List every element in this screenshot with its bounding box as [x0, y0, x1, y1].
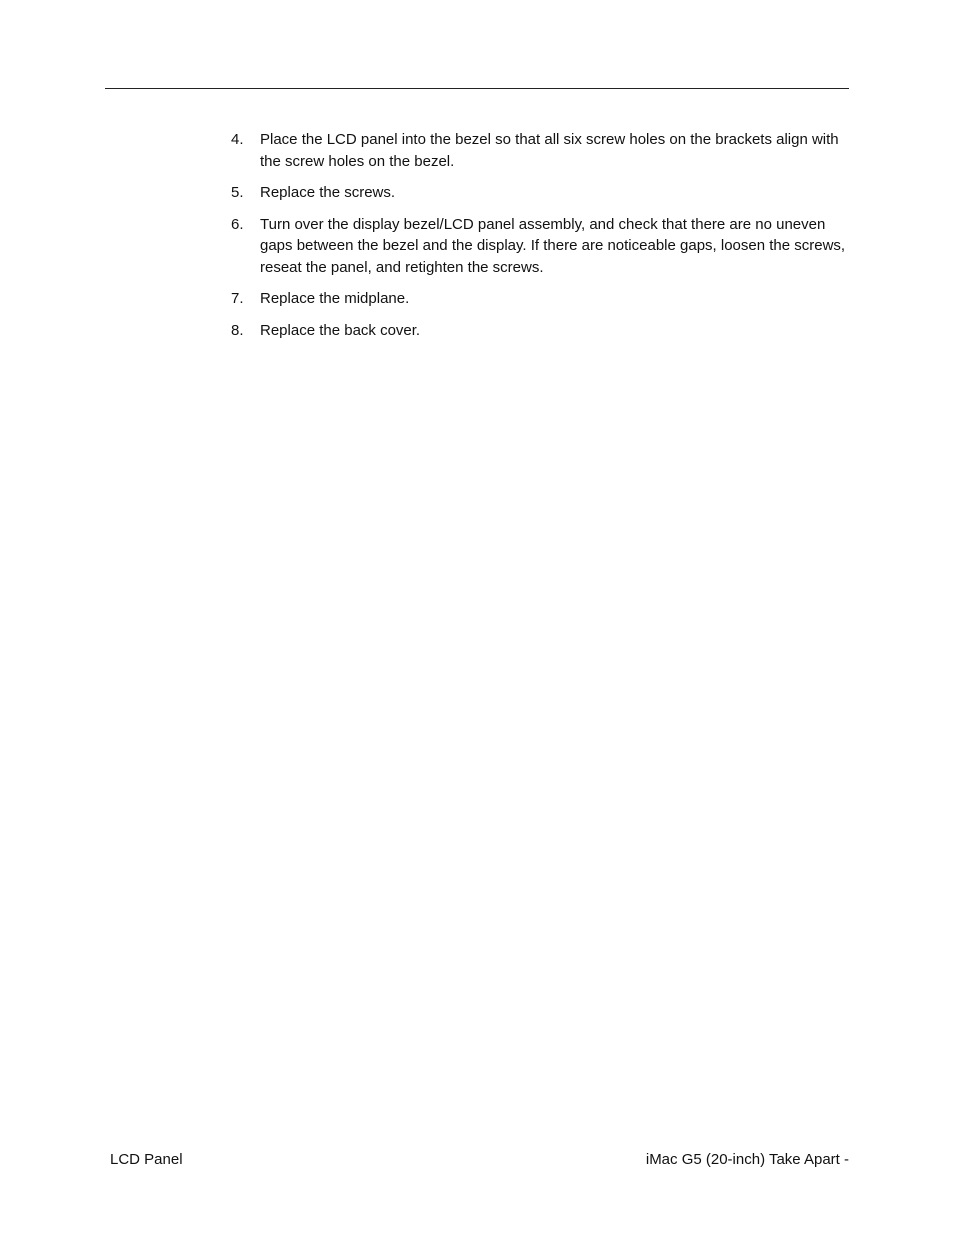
header-rule: [105, 88, 849, 89]
step-text: Replace the midplane.: [260, 290, 410, 307]
step-number: 7.: [231, 290, 244, 307]
step-item: [231, 182, 849, 204]
step-text: Place the LCD panel into the bezel so that all six screw holes on the brackets align with the screw holes on the bezel.: [260, 131, 839, 170]
step-number: 5.: [231, 184, 244, 201]
step-item: [231, 320, 849, 342]
step-text: Replace the back cover.: [260, 321, 421, 339]
step-item: [231, 129, 849, 172]
footer-section-title: LCD Panel: [110, 1151, 183, 1168]
footer-document-title: iMac G5 (20-inch) Take Apart -: [645, 1151, 849, 1168]
step-text: Replace the screws.: [260, 184, 396, 201]
step-number: 8.: [231, 321, 244, 339]
step-item: [231, 214, 849, 279]
step-item: [231, 288, 849, 310]
step-text: Turn over the display bezel/LCD panel assembly, and check that there are no uneven gaps between the bezel and the display. If there are noticeable gaps, loosen the screws, reseat the panel, and retighten the screws.: [260, 215, 846, 276]
step-number: 6.: [231, 215, 244, 233]
step-number: 4.: [231, 131, 244, 148]
procedure-steps: [231, 129, 849, 351]
